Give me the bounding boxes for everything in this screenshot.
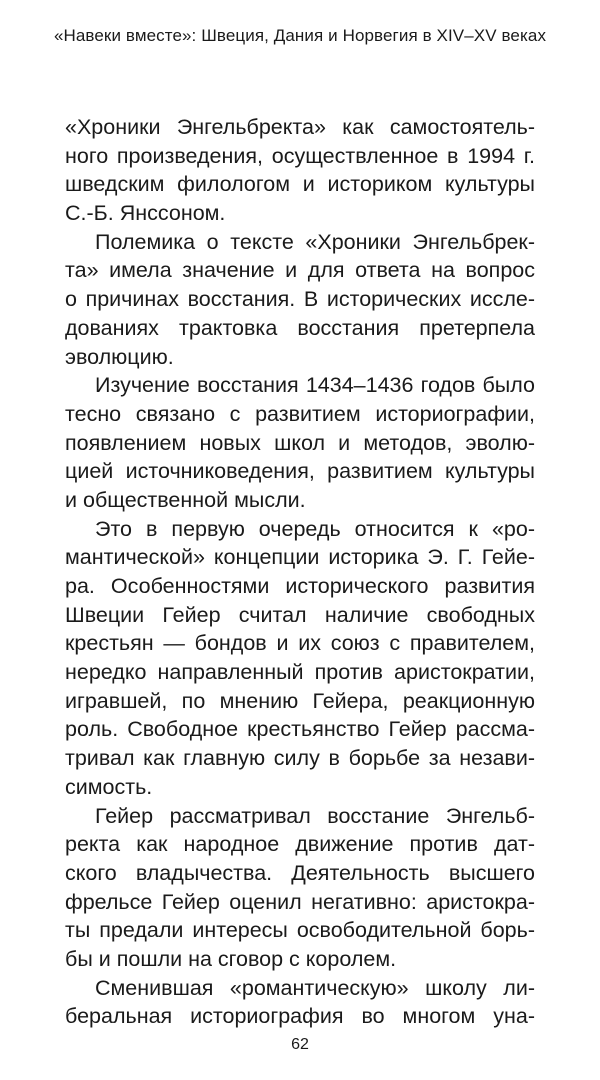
text-line: та» имела значение и для ответа на вопрос (65, 258, 535, 283)
text-line: появлением новых школ и методов, эволю- (65, 430, 535, 455)
paragraph (65, 974, 535, 1031)
text-line: Гейер рассматривал восстание Энгельб- (95, 803, 535, 828)
text-line: мантической» концепции историка Э. Г. Гейе- (65, 545, 535, 570)
text-line: ректа как народное движение против дат- (65, 832, 535, 857)
text-line: о причинах восстания. В исторических иссле- (65, 287, 535, 312)
text-line: игравшей, по мнению Гейера, реакционную (65, 688, 535, 713)
text-line: и общественной мысли. (65, 487, 306, 512)
text-line: эволюцию. (65, 344, 174, 369)
text-line: дованиях трактовка восстания претерпела (65, 315, 535, 340)
paragraph (65, 802, 535, 974)
text-line: «Хроники Энгельбректа» как самостоятель- (65, 115, 535, 139)
text-line: тривал как главную силу в борьбе за незави- (65, 746, 535, 771)
running-header: «Навеки вместе»: Швеция, Дания и Норвегия в XIV–XV веках (53, 26, 547, 45)
paragraph (65, 515, 535, 802)
text-line: крестьян — бондов и их союз с правителем, (65, 631, 535, 656)
text-line: нередко направленный против аристократии, (65, 660, 535, 685)
text-line: симость. (65, 774, 153, 799)
text-line: ра. Особенностями исторического развития (65, 574, 535, 598)
page-number: 62 (291, 1036, 309, 1053)
text-line: тесно связано с развитием историографии, (65, 401, 535, 426)
paragraph (65, 371, 535, 514)
text-line: Это в первую очередь относится к «ро- (95, 516, 535, 541)
text-line: фрельсе Гейер оценил негативно: аристокра- (65, 889, 535, 914)
text-line: цией источниковедения, развитием культуры (65, 459, 535, 484)
text-line: роль. Свободное крестьянство Гейер рассма- (65, 717, 535, 742)
text-line: Полемика о тексте «Хроники Энгельбрек- (95, 229, 535, 254)
text-line: Швеции Гейер считал наличие свободных (65, 602, 535, 627)
text-line: Сменившая «романтическую» школу ли- (95, 975, 535, 1000)
text-line: С.-Б. Янссоном. (65, 201, 226, 226)
text-line: бы и пошли на сговор с королем. (65, 946, 397, 971)
paragraph (65, 113, 535, 228)
body-text (65, 113, 535, 1031)
text-line: ского владычества. Деятельность высшего (65, 860, 535, 885)
text-line: ного произведения, осуществленное в 1994 г. (65, 143, 535, 168)
text-line: Изучение восстания 1434–1436 годов было (95, 373, 535, 398)
text-line: беральная историография во многом уна- (65, 1004, 535, 1029)
text-line: ты предали интересы освободительной борь- (65, 918, 535, 943)
text-line: шведским филологом и историком культуры (65, 172, 535, 197)
paragraph (65, 228, 535, 371)
